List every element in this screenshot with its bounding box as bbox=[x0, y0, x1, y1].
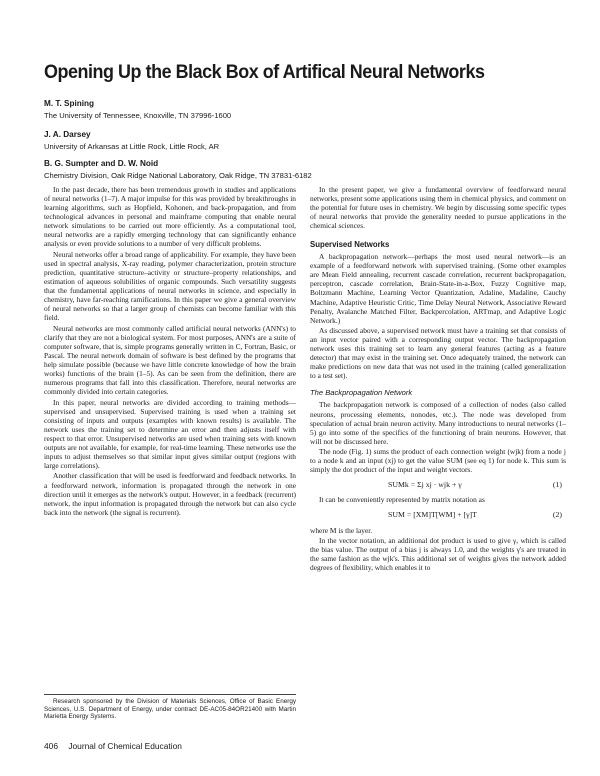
body-paragraph: In this paper, neural networks are divided according to training methods—supervised and unsupervised. Supervised training is used when a training set consisting of inputs and outputs (examples with known results) is available. The network uses the training set to determine an error and then adjusts itself with respect to that error. Unsupervised networks are used when training sets with known outputs are not available, for example, for real-time learning. These networks use the inputs to adjust themselves so that similar input gives similar output (regions with large correlations). bbox=[44, 397, 296, 470]
section-heading: Supervised Networks bbox=[310, 240, 390, 250]
author-affiliation-2: University of Arkansas at Little Rock, Little Rock, AR bbox=[44, 142, 220, 151]
equation-2 bbox=[310, 510, 566, 519]
body-paragraph: Neural networks are most commonly called artificial neural networks (ANN's) to clarify that they are not a biological system. For most purposes, ANN's are a suite of computer software, that is, simple programs generally written in C, Fortran, Basic, or Pascal. The neural network domain of software is best defined by the programs that help simulate possible (because we have little concrete knowledge of how the brain works) functions of the brain (1–5). As can be seen from the definition, there are numerous programs that fall into this classification. Therefore, neural networks are commonly divided into certain categories. bbox=[44, 323, 296, 397]
subsection-heading: The Backpropagation Network bbox=[310, 388, 413, 398]
body-paragraph: The backpropagation network is composed of a collection of nodes (also called neurons, processing elements, nonodes, etc.). The node was developed from speculation of actual brain neuron activity. Many introductions to neural networks (1–5) go into some of the specifics of the functioning of brain neurons. However, that will not be discussed here. bbox=[310, 400, 566, 446]
author-names-1: M. T. Spining bbox=[44, 99, 95, 108]
right-column bbox=[310, 185, 566, 574]
body-paragraph: In the present paper, we give a fundamental overview of feedforward neural networks, present some applications using them in chemical physics, and comment on the potential for future uses in chemistry. We begin by discussing some specific types of neural networks that provide the generality needed to pursue applications in the chemical sciences. bbox=[310, 185, 566, 231]
author-affiliation-1: The University of Tennessee, Knoxville, TN 37996-1600 bbox=[44, 111, 232, 120]
author-names-3: B. G. Sumpter and D. W. Noid bbox=[44, 159, 159, 168]
equation-expression: SUMk = Σj xj · wjk + γ bbox=[388, 480, 462, 490]
body-paragraph: It can be conveniently represented by matrix notation as bbox=[319, 495, 485, 505]
paper-title: Opening Up the Black Box of Artifical Neural Networks bbox=[44, 61, 485, 83]
equation-1 bbox=[310, 480, 566, 489]
body-paragraph: In the past decade, there has been tremendous growth in studies and applications of neural networks (1–7). A major impulse for this was provided by breakthroughs in learning algorithms, such as Hopfield, Kohonen, and back-propagation, and from technological advances in personal and mainframe computing that enable neural network simulations to be carried out more efficiently. As a computational tool, neural networks are a rapidly emerging technology that can significantly enhance analysis or even provide solutions to a number of very difficult problems. bbox=[44, 185, 296, 249]
equation-number: (1) bbox=[552, 480, 562, 490]
journal-name: Journal of Chemical Education bbox=[68, 741, 182, 751]
body-paragraph: Another classification that will be used is feedforward and feedback networks. In a feedforward network, information is propagated through the network in one direction until it emerges as the network's output. However, in a feedback (recurrent) network, the input information is propagated through the network but can also cycle back into the network (the signal is recurrent). bbox=[44, 471, 296, 517]
body-paragraph: As discussed above, a supervised network must have a training set that consists of an input vector paired with a corresponding output vector. The backpropagation network uses this training set to learn any general features (acting as a feature detector) that may exist in the training set. Once adequately trained, the network can make predictions on new data that was not used in the training (called generalization to a test set). bbox=[310, 326, 566, 381]
body-paragraph: Neural networks offer a broad range of applicability. For example, they have been used in spectral analysis, X-ray reading, polymer characterization, protein structure prediction, quantitative structure–activity or structure–property relationships, and estimation of aqueous solubilities of organic compounds. Such versatility suggests that the fundamental applications of neural networks in science, and especially in chemistry, have far-reaching ramifications. In this paper we give a general overview of neural networks so that a larger group of chemists can become familiar with this field. bbox=[44, 249, 296, 323]
funding-footnote: Research sponsored by the Division of Materials Sciences, Office of Basic Energy Sciences, U.S. Department of Energy, under contract DE-AC05-84OR21400 with Martin Marietta Energy Systems. bbox=[44, 694, 296, 721]
author-affiliation-3: Chemistry Division, Oak Ridge National Laboratory, Oak Ridge, TN 37831-6182 bbox=[44, 171, 312, 180]
equation-expression: SUM = [XM]T[WM] + [γ]T bbox=[388, 510, 477, 520]
author-names-2: J. A. Darsey bbox=[44, 130, 91, 139]
body-paragraph: A backpropagation network—perhaps the most used neural network—is an example of a feedforward network with supervised training. (Some other examples are Mean Field annealing, recurrent cascade correlation, recurrent backpropagation, perceptron, cascade correlation, Brain-State-in-a-Box, Fuzzy Cognitive map, Boltzmann Machine, Learning Vector Quantization, Adaline, Madaline, Cauchy Machine, Adaptive Heuristic Critic, Time Delay Neural Network, Associative Reward Penalty, Avalanche Matched Filter, Backpercolation, ARTmap, and Adaptive Logic Network.) bbox=[310, 252, 566, 325]
page-footer bbox=[44, 741, 182, 751]
page-number: 406 bbox=[44, 741, 58, 751]
body-paragraph: The node (Fig. 1) sums the product of each connection weight (wjk) from a node j to a node k and an input (xj) to get the value SUM (see eq 1) for node k. This sum is simply the dot product of the input and weight vectors. bbox=[310, 447, 566, 475]
body-paragraph: In the vector notation, an additional dot product is used to give γ, which is called the bias value. The output of a bias j is always 1.0, and the weights γ's are treated in the same fashion as the wjk's. This additional set of weights gives the network added degrees of flexibility, which enables it to bbox=[310, 536, 566, 573]
left-column bbox=[44, 185, 296, 575]
body-paragraph: where M is the layer. bbox=[310, 525, 373, 535]
equation-number: (2) bbox=[552, 510, 562, 520]
